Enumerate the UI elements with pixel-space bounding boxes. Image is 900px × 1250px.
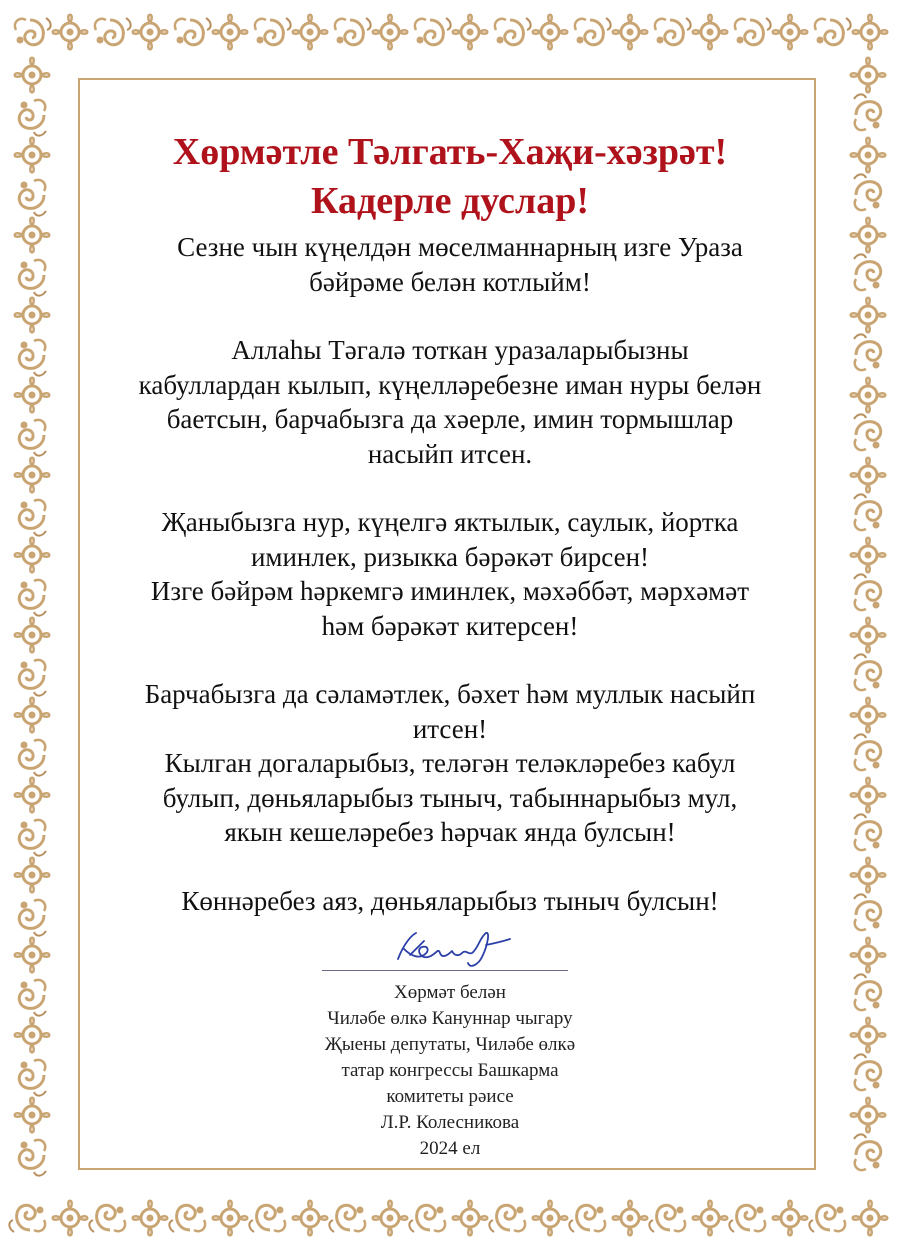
border-ornament [815,18,851,45]
border-ornament [95,18,131,45]
border-ornament [15,58,50,93]
paragraph-2 [90,333,810,471]
border-ornament [854,414,881,450]
border-ornament [854,654,881,690]
border-ornament [19,100,46,136]
border-ornament [854,574,881,610]
border-ornament [853,1201,888,1236]
border-ornament [19,420,46,456]
border-ornament [649,1205,685,1232]
border-ornament [15,778,50,813]
border-ornament [851,618,886,653]
closing-regards: Хөрмәт белән [394,982,506,1003]
border-ornament [533,15,568,50]
border-ornament [851,778,886,813]
paragraph-line: Кылган догаларыбыз, теләгән теләкләребез кабул [164,748,736,778]
border-ornament [53,15,88,50]
border-ornament [851,858,886,893]
letter-content [90,128,810,952]
border-ornament [15,938,50,973]
border-ornament [15,458,50,493]
paragraph-1 [90,230,810,299]
border-ornament [854,734,881,770]
paragraph-line: насыйп итсен. [367,438,533,469]
closing-position-line: татар конгрессы Башкарма [341,1060,559,1081]
border-ornament [415,18,451,45]
border-ornament [175,18,211,45]
border-ornament [489,1205,525,1232]
border-ornament [773,15,808,50]
border-ornament [169,1205,205,1232]
border-ornament [851,58,886,93]
border-ornament [373,15,408,50]
border-ornament [19,740,46,776]
paragraph-line: Аллаһы Тәгалә тоткан уразаларыбызны [231,335,689,365]
border-ornament [453,1201,488,1236]
paragraph-line: Җаныбызга нур, күңелгә яктылык, саулык, йортка [161,507,739,537]
border-ornament [854,974,881,1010]
border-ornament [851,1098,886,1133]
paragraph-line: Сезне чын күңелдән мөселманнарның изге Ураза [177,232,743,262]
border-ornament [133,1201,168,1236]
border-ornament [9,1205,45,1232]
border-ornament [851,138,886,173]
closing-position-line: комитеты рәисе [386,1086,514,1107]
border-ornament [854,814,881,850]
border-ornament [851,538,886,573]
paragraph-line: кабуллардан кылып, күңелләребезне иман нуры белән [138,369,762,400]
border-ornament [19,260,46,296]
border-ornament [851,218,886,253]
border-ornament [853,15,888,50]
border-ornament [19,820,46,856]
paragraph-line: якын кешеләребез һәрчак янда булсын! [224,817,676,847]
border-ornament [613,15,648,50]
closing-year: 2024 ел [419,1138,481,1159]
closing-block [250,980,650,1162]
border-ornament [773,1201,808,1236]
greeting-title [90,128,810,226]
border-ornament [19,900,46,936]
border-ornament [15,138,50,173]
border-ornament [19,580,46,616]
border-ornament [133,15,168,50]
border-ornament [735,18,771,45]
border-ornament [854,334,881,370]
border-ornament [15,18,51,45]
border-ornament [19,1060,46,1096]
border-ornament [15,298,50,333]
border-ornament [53,1201,88,1236]
border-ornament [19,180,46,216]
border-ornament [15,1018,50,1053]
border-ornament [693,1201,728,1236]
border-ornament [851,378,886,413]
border-ornament [213,15,248,50]
border-ornament [373,1201,408,1236]
greeting-line-2: Кадерле дуслар! [310,180,590,222]
border-ornament [854,1054,881,1090]
border-ornament [19,980,46,1016]
paragraph-line: булып, дөньяларыбыз тыныч, табыннарыбыз мул, [162,782,738,813]
border-ornament [15,698,50,733]
border-ornament [89,1205,125,1232]
border-ornament [19,500,46,536]
border-ornament [409,1205,445,1232]
border-ornament [729,1205,765,1232]
border-ornament [213,1201,248,1236]
border-ornament [255,18,291,45]
border-ornament [854,1134,881,1170]
border-ornament [15,858,50,893]
border-ornament [854,894,881,930]
border-ornament [575,18,611,45]
border-ornament [15,538,50,573]
border-ornament [854,494,881,530]
border-ornament [293,15,328,50]
border-ornament [453,15,488,50]
border-ornament [851,458,886,493]
border-ornament [495,18,531,45]
border-ornament [655,18,691,45]
paragraph-3 [90,505,810,643]
border-ornament [693,15,728,50]
border-ornament [613,1201,648,1236]
border-ornament [809,1205,845,1232]
border-ornament [569,1205,605,1232]
paragraph-line: итсен! [412,713,488,744]
border-ornament [15,218,50,253]
border-ornament [249,1205,285,1232]
closing-position-line: Чиләбе өлкә Кануннар чыгару [327,1008,573,1029]
signature [320,925,570,975]
border-ornament [19,660,46,696]
greeting-line-1: Хөрмәтле Тәлгать-Хаҗи-хәзрәт! [172,131,728,173]
border-ornament [15,378,50,413]
paragraph-line: һәм бәрәкәт китерсен! [321,610,579,641]
border-ornament [15,1098,50,1133]
border-ornament [851,298,886,333]
border-ornament [854,94,881,130]
closing-position-line: Җыены депутаты, Чиләбе өлкә [324,1034,576,1055]
paragraph-line: Көннәребез аяз, дөньяларыбыз тыныч булсын! [181,885,719,916]
paragraph-4 [90,677,810,850]
border-ornament [293,1201,328,1236]
border-ornament [19,1140,46,1176]
closing-signatory-name: Л.Р. Колесникова [380,1112,520,1133]
paragraph-line: бәйрәме белән котлыйм! [309,266,591,297]
paragraph-line: Барчабызга да сәламәтлек, бәхет һәм муллык насыйп [144,679,756,709]
border-ornament [335,18,371,45]
signature-line [322,970,568,971]
border-ornament [851,938,886,973]
paragraph-5 [90,884,810,919]
border-ornament [329,1205,365,1232]
border-ornament [851,698,886,733]
border-ornament [533,1201,568,1236]
border-ornament [15,618,50,653]
paragraph-line: иминлек, ризыкка бәрәкәт бирсен! [250,541,650,572]
letter-body [90,230,810,918]
border-ornament [19,340,46,376]
border-ornament [851,1018,886,1053]
border-ornament [854,254,881,290]
paragraph-line: Изге бәйрәм һәркемгә иминлек, мәхәббәт, мәрхәмәт [150,576,750,606]
border-ornament [854,174,881,210]
paragraph-line: баетсын, барчабызга да хәерле, имин тормышлар [166,404,734,434]
